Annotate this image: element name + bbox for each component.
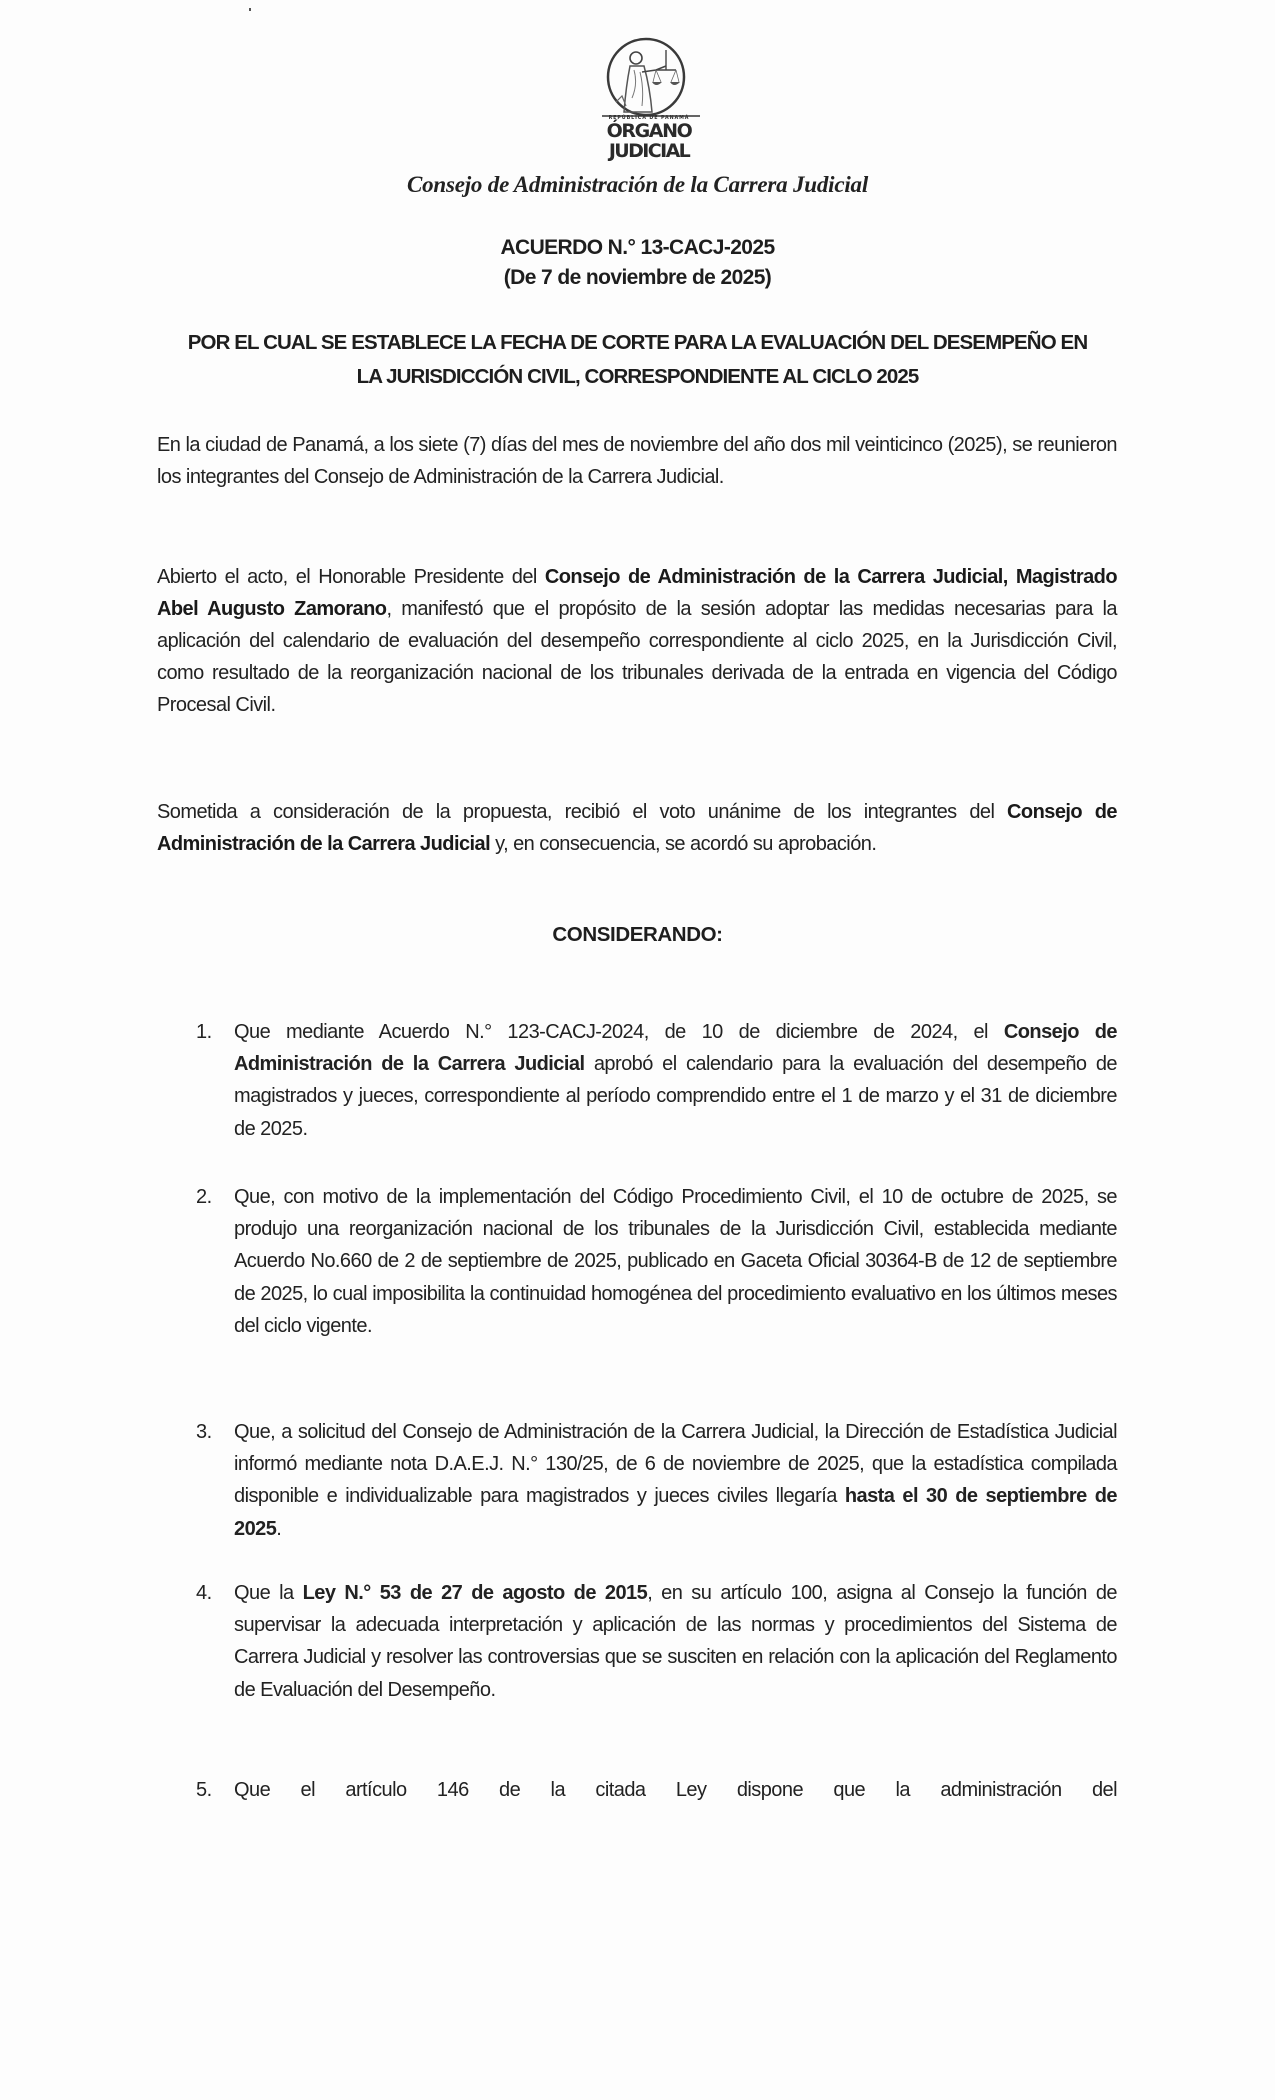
item-number: 2. (196, 1186, 212, 1208)
text-segment: Que mediante Acuerdo N.° 123-CACJ-2024, de 10 de diciembre de 2024, el (234, 1021, 1004, 1043)
bold-text-segment: hasta el 30 de septiembre de 2025 (234, 1485, 1117, 1540)
considerando-item (196, 1181, 1117, 1342)
item-text (234, 1577, 1117, 1706)
text-segment: , en su artículo 100, asigna al Consejo la función de supervisar la adecuada interpretación y aplicación de las normas y procedimientos del Sistema de Carrera Judicial y resolver las controversias que se susciten en relación con la aplicación del Reglamento de Evaluación del Desempeño. (234, 1582, 1117, 1701)
considerando-item (196, 1774, 1117, 1806)
agreement-title: POR EL CUAL SE ESTABLECE LA FECHA DE CORTE PARA LA EVALUACIÓN DEL DESEMPEÑO EN LA JURISDICCIÓN CIVIL, CORRESPONDIENTE AL CICLO 2025 (187, 331, 1088, 388)
considerando-item (196, 1016, 1117, 1145)
bold-text-segment: Ley N.° 53 de 27 de agosto de 2015 (302, 1582, 648, 1604)
item-text (234, 1416, 1117, 1545)
item-text (234, 1181, 1117, 1342)
text-segment: Sometida a consideración de la propuesta, recibió el voto unánime de los integrantes del (157, 801, 1008, 823)
organo-judicial-logo (594, 36, 704, 164)
logo-judicial-text: JUDICIAL (608, 140, 690, 162)
text-segment: Que la (234, 1582, 303, 1604)
scan-speck (249, 8, 251, 11)
agreement-date: (De 7 de noviembre de 2025) (503, 266, 772, 289)
logo-organo-text: ÓRGANO (606, 120, 692, 142)
text-segment: Que, a solicitud del Consejo de Administración de la Carrera Judicial, la Dirección de Estadística Judicial informó mediante nota D.A.E.J. N.° 130/25, de 6 de noviembre de 2025, que la estadística compilada disponible e individualizable para magistrados y jueces civiles llegaría (234, 1421, 1117, 1508)
bold-text-segment: Consejo de Administración de la Carrera Judicial (234, 1021, 1118, 1076)
item-number: 1. (196, 1021, 212, 1043)
item-number: 4. (196, 1582, 212, 1604)
considerando-heading: CONSIDERANDO: (552, 923, 723, 946)
council-subtitle: Consejo de Administración de la Carrera Judicial (406, 172, 869, 197)
text-segment: aprobó el calendario para la evaluación del desempeño de magistrados y jueces, correspondiente al período comprendido entre el 1 de marzo y el 31 de diciembre de 2025. (234, 1053, 1117, 1140)
approval-paragraph (157, 796, 1117, 860)
text-segment: Que el artículo 146 de la citada Ley dispone que la administración del (234, 1779, 1117, 1801)
item-text (234, 1774, 1117, 1806)
text-segment: , manifestó que el propósito de la sesión adoptar las medidas necesarias para la aplicación del calendario de evaluación del desempeño correspondiente al ciclo 2025, en la Jurisdicción Civil, como resultado de la reorganización nacional de los tribunales derivada de la entrada en vigencia del Código Procesal Civil. (157, 598, 1118, 716)
bold-text-segment: Consejo de Administración de la Carrera Judicial (157, 801, 1117, 855)
item-number: 3. (196, 1421, 212, 1443)
logo-republica-text: REPÚBLICA DE PANAMÁ (608, 116, 690, 121)
text-segment: y, en consecuencia, se acordó su aprobación. (490, 833, 877, 855)
text-segment: . (276, 1517, 282, 1540)
considerando-item (196, 1577, 1117, 1706)
president-statement-paragraph (157, 561, 1117, 721)
text-segment: Que, con motivo de la implementación del Código Procedimiento Civil, el 10 de octubre de 2025, se produjo una reorganización nacional de los tribunales de la Jurisdicción Civil, establecida mediante Acuerdo No.660 de 2 de septiembre de 2025, publicado en Gaceta Oficial 30364-B de 12 de septiembre de 2025, lo cual imposibilita la continuidad homogénea del procedimiento evaluativo en los últimos meses del ciclo vigente. (234, 1186, 1117, 1337)
text-segment: En la ciudad de Panamá, a los siete (7) días del mes de noviembre del año dos mil veinticinco (2025), se reunieron los integrantes del Consejo de Administración de la Carrera Judicial. (157, 434, 1117, 488)
considerando-item (196, 1416, 1117, 1545)
agreement-number: ACUERDO N.° 13-CACJ-2025 (500, 236, 775, 259)
item-text (234, 1016, 1117, 1145)
item-number: 5. (196, 1779, 212, 1801)
opening-paragraph (157, 429, 1117, 493)
text-segment: Abierto el acto, el Honorable Presidente del (157, 566, 545, 588)
bold-text-segment: Consejo de Administración de la Carrera Judicial, Magistrado Abel Augusto Zamorano (157, 566, 1117, 620)
